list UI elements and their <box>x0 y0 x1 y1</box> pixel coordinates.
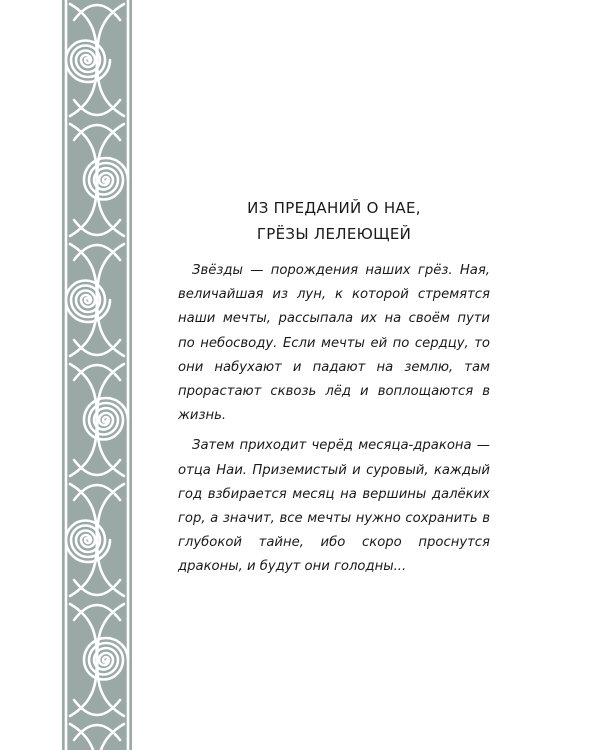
ornament-knot-loop <box>74 245 120 260</box>
ornament-spiral <box>84 638 128 679</box>
ornament-knot-loop <box>74 460 120 475</box>
ornament-knot-loop <box>74 485 120 500</box>
ornament-knot-loop <box>74 340 120 355</box>
page-content <box>178 195 490 586</box>
ornament-knot-loop <box>74 125 120 140</box>
ornament-knot-loop <box>74 365 120 380</box>
decorative-border <box>62 0 132 750</box>
ornament-strand <box>70 484 124 596</box>
chapter-heading-line-1: ИЗ ПРЕДАНИЙ О НАЕ, <box>247 199 421 217</box>
ornament-spiral <box>66 281 110 323</box>
ornament-knot-loop <box>74 700 120 715</box>
ornament-strand <box>70 604 124 716</box>
ornament-strand <box>70 364 124 476</box>
ornament-spiral <box>66 521 110 563</box>
ornament-knot-loop <box>74 220 120 235</box>
celtic-knot-ornament <box>62 0 132 750</box>
ornament-strand <box>70 244 124 356</box>
chapter-heading <box>178 195 490 247</box>
ornament-knot-loop <box>74 580 120 595</box>
ornament-strand <box>70 124 124 236</box>
body-paragraph-2: Затем приходит черёд месяца-дракона — отца Наи. Приземистый и суровый, каждый год взбирается месяц на вершины далёких гор, а значит, все мечты нужно сохранить в глубокой тайне, ибо скоро проснутся драконы, и будут они голодны... <box>178 438 490 575</box>
ornament-knot-loop <box>74 725 120 740</box>
ornament-knot-loop <box>74 605 120 620</box>
chapter-heading-line-2: ГРЁЗЫ ЛЕЛЕЮЩЕЙ <box>256 225 412 243</box>
ornament-spiral <box>84 398 128 439</box>
ornament-knot-loop <box>74 100 120 115</box>
ornament-knot-loop <box>74 5 120 20</box>
ornament-spiral <box>84 158 128 199</box>
ornament-spiral <box>66 41 110 83</box>
ornament-strand <box>70 4 124 116</box>
body-paragraph-1: Звёзды — порождения наших грёз. Ная, величайшая из лун, к которой стремятся наши мечты, рассыпала их на своём пути по небосводу. Если мечты ей по сердцу, то они набухают и падают на землю, там прорастают сквозь лёд и воплощаются в жизнь. <box>178 263 490 424</box>
